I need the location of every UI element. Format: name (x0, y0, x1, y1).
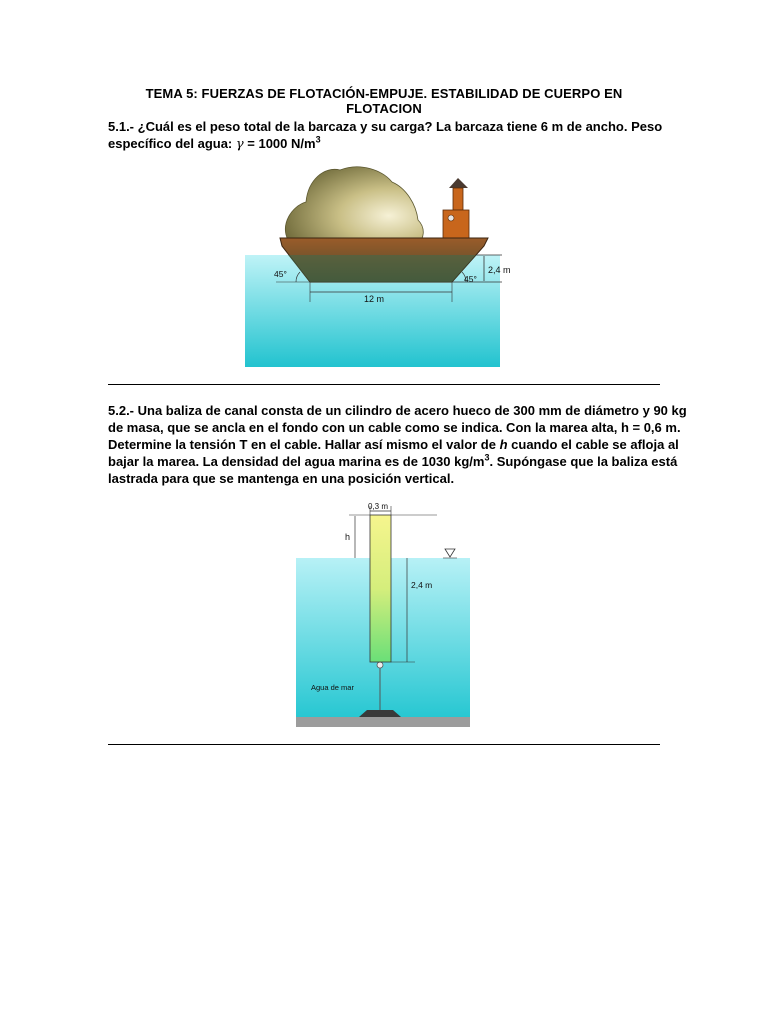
cabin-window (448, 215, 454, 221)
gamma-symbol: γ (235, 137, 244, 152)
cable-attachment (377, 662, 383, 668)
problem-5-2-statement (108, 402, 687, 487)
problem-5-2-line-4-post: . Supóngase que la baliza está (489, 454, 678, 469)
problem-5-1-line-2 (108, 135, 660, 153)
problem-5-2-line-3 (108, 436, 679, 453)
water-label: Agua de mar (311, 683, 354, 692)
problem-5-2-line-5: lastrada para que se mantenga en una posición vertical. (108, 471, 455, 486)
bottom-width-label: 12 m (364, 294, 385, 304)
hull-submerged-part (288, 255, 476, 282)
cabin (443, 210, 469, 240)
angle-label-right: 45° (464, 274, 477, 284)
problem-5-2-line-1: 5.2.- Una baliza de canal consta de un cilindro de acero hueco de 300 mm de diámetro y 90 kg (108, 403, 687, 418)
h-variable: h (499, 437, 508, 452)
length-label: 2,4 m (411, 580, 433, 590)
problem-5-1-unit: = 1000 N/m (243, 136, 316, 151)
sea-floor (296, 717, 470, 727)
section-divider-1 (108, 384, 660, 385)
cabin-roof (449, 178, 468, 188)
cabin-chimney (453, 188, 463, 210)
h-label: h (345, 532, 351, 542)
density-exponent: 3 (484, 452, 490, 463)
section-divider-2 (108, 744, 660, 745)
page-title: TEMA 5: FUERZAS DE FLOTACIÓN-EMPUJE. ESTABILIDAD DE CUERPO EN FLOTACION (145, 86, 623, 116)
buoy-figure (295, 498, 475, 730)
problem-5-2-line-3-post: cuando el cable se afloja al (507, 437, 679, 452)
problem-5-1-line-2-text: específico del agua: (108, 136, 236, 151)
problem-5-1-statement (108, 118, 663, 153)
problem-5-2-line-4-pre: bajar la marea. La densidad del agua marina es de 1030 kg/m (108, 454, 485, 469)
angle-label-left: 45° (274, 269, 287, 279)
problem-5-1-line-1: 5.1.- ¿Cuál es el peso total de la barcaza y su carga? La barcaza tiene 6 m de ancho. Peso (108, 119, 663, 134)
problem-5-2-line-4 (108, 452, 678, 470)
barge-figure (240, 162, 530, 372)
cargo-foliage (285, 167, 423, 242)
free-surface-symbol (445, 549, 455, 557)
buoy-cylinder (370, 515, 391, 662)
problem-5-1-exponent: 3 (315, 134, 321, 145)
depth-label: 2,4 m (488, 265, 511, 275)
problem-5-2-line-3-pre: Determine la tensión T en el cable. Hallar así mismo el valor de (108, 437, 500, 452)
diameter-label: 0,3 m (368, 502, 389, 511)
problem-5-2-line-2: de masa, que se ancla en el fondo con un cable como se indica. Con la marea alta, h = 0,6 m. (108, 420, 681, 435)
